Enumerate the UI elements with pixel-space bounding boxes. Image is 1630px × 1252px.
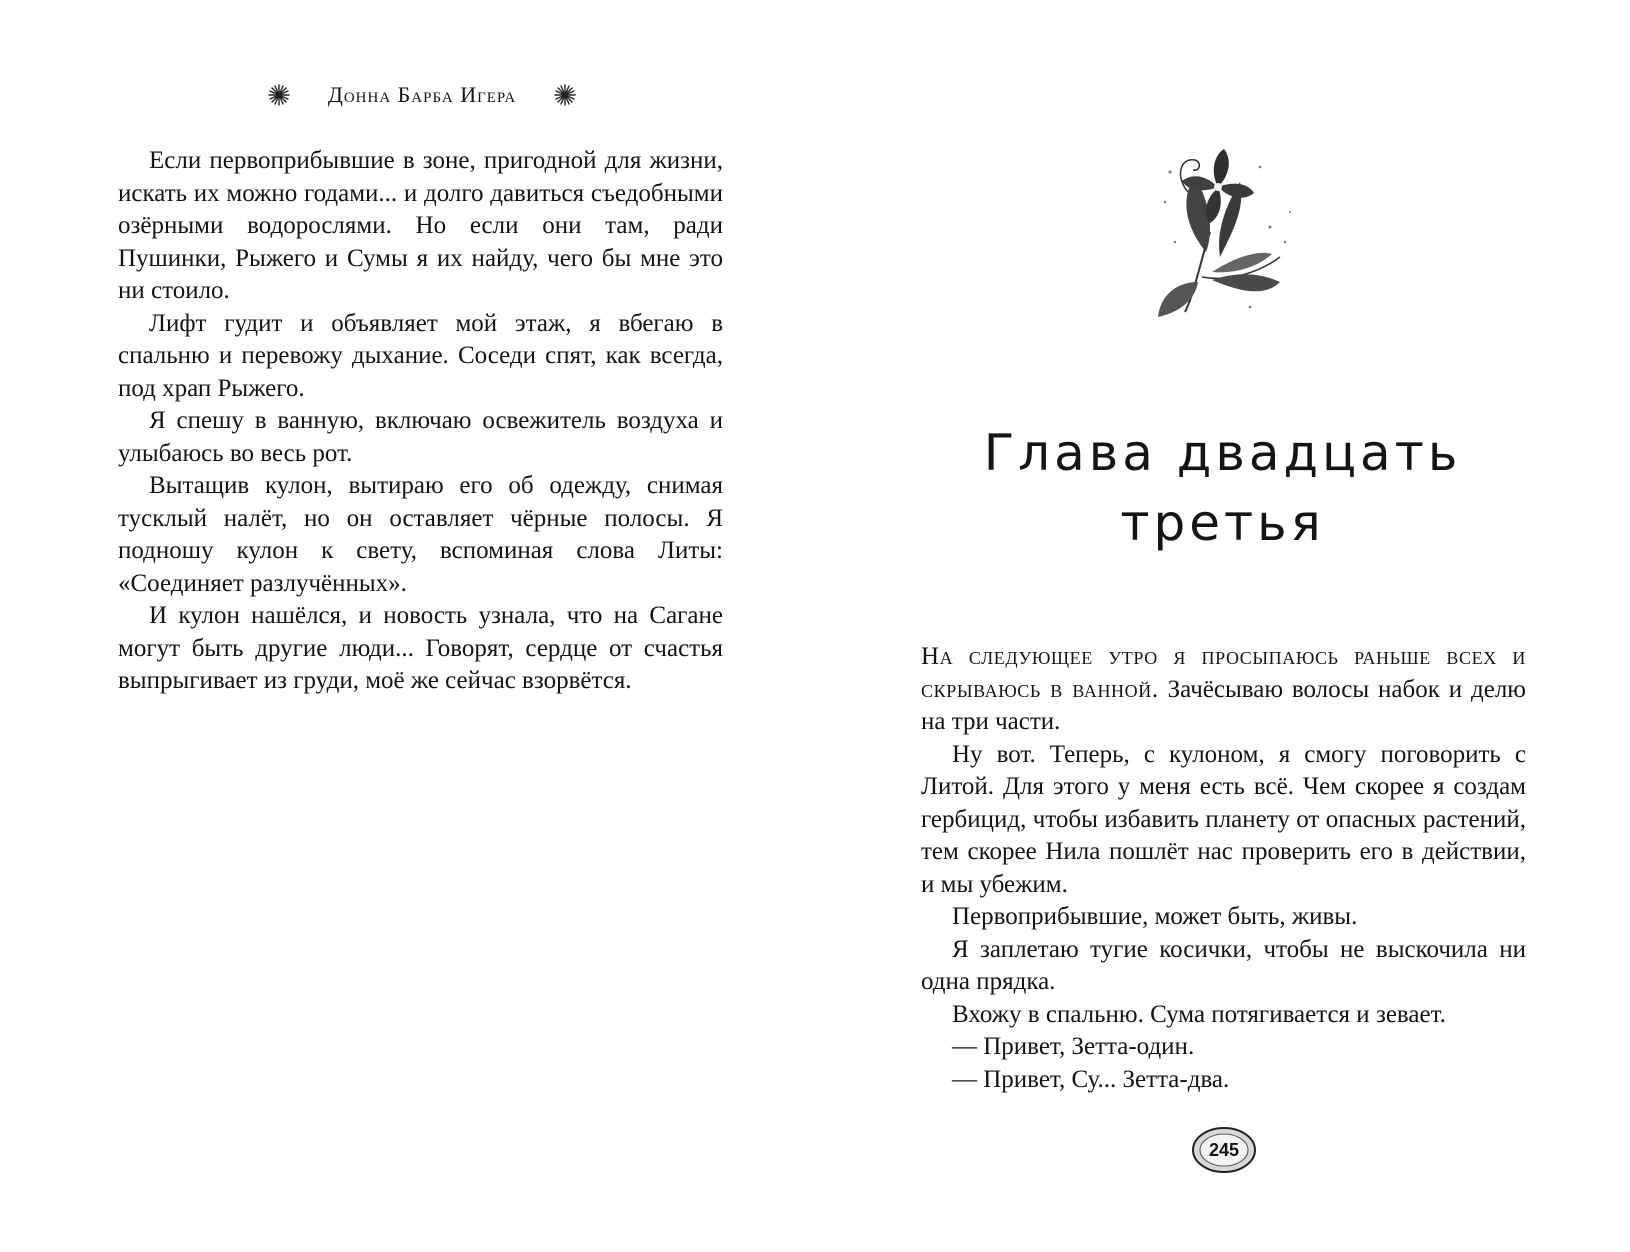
paragraph: Вытащив кулон, вытираю его об одежду, снимая тусклый налёт, но он оставляет чёрные полосы. Я подношу кулон к свету, вспоминая слова Литы: «Соединяет разлучённых». [118, 472, 723, 597]
chapter-title-line: Глава двадцать [983, 424, 1462, 482]
asterisk-star-icon [268, 84, 290, 106]
chapter-title [815, 418, 1630, 558]
page-number-badge [1190, 1125, 1258, 1175]
paragraph: И кулон нашёлся, и новость узнала, что на Сагане могут быть другие люди... Говорят, сердце от счастья выпрыгивает из груди, моё же сейчас взорвётся. [118, 602, 723, 694]
flower-illustration-icon [1140, 132, 1300, 322]
right-page [815, 0, 1630, 1252]
paragraph: Ну вот. Теперь, с кулоном, я смогу поговорить с Литой. Для этого у меня есть всё. Чем скорее я создам гербицид, чтобы избавить планету от опасных растений, тем скорее Нила пошлёт нас проверить его в действии, и мы убежим. [921, 740, 1526, 898]
running-header-title: Донна Барба Игера [327, 82, 517, 107]
paragraph: Я заплетаю тугие косички, чтобы не выскочила ни одна прядка. [921, 935, 1526, 995]
dialogue-line: — Привет, Су... Зетта-два. [952, 1065, 1230, 1093]
paragraph: Если первоприбывшие в зоне, пригодной для жизни, искать их можно годами... и долго давиться съедобными озёрными водорослями. Но если они там, ради Пушинки, Рыжего и Сумы я их найду, чего бы мне это ни стоило. [118, 147, 723, 304]
page-number: 245 [1208, 1139, 1240, 1160]
left-page-body [118, 145, 723, 698]
lead-in-small-caps: На следующее утро я просыпаюсь раньше всех и скрываюсь в ванной. [921, 643, 1526, 703]
opening-paragraph [921, 641, 1526, 739]
chapter-title-line: третья [1120, 494, 1325, 552]
paragraph: Я спешу в ванную, включаю освежитель воздуха и улыбаюсь во весь рот. [118, 407, 723, 467]
right-page-body [921, 641, 1526, 1096]
dialogue-line: — Привет, Зетта-один. [952, 1033, 1195, 1060]
paragraph: Вхожу в спальню. Сума потягивается и зевает. [952, 1000, 1446, 1028]
asterisk-star-icon [554, 84, 576, 106]
paragraph: Первоприбывшие, может быть, живы. [952, 903, 1358, 930]
paragraph: Лифт гудит и объявляет мой этаж, я вбегаю в спальню и перевожу дыхание. Соседи спят, как всегда, под храп Рыжего. [118, 309, 723, 402]
running-header [268, 78, 576, 112]
opening-paragraph-rest: Зачёсываю волосы набок и делю на три части. [921, 675, 1526, 735]
